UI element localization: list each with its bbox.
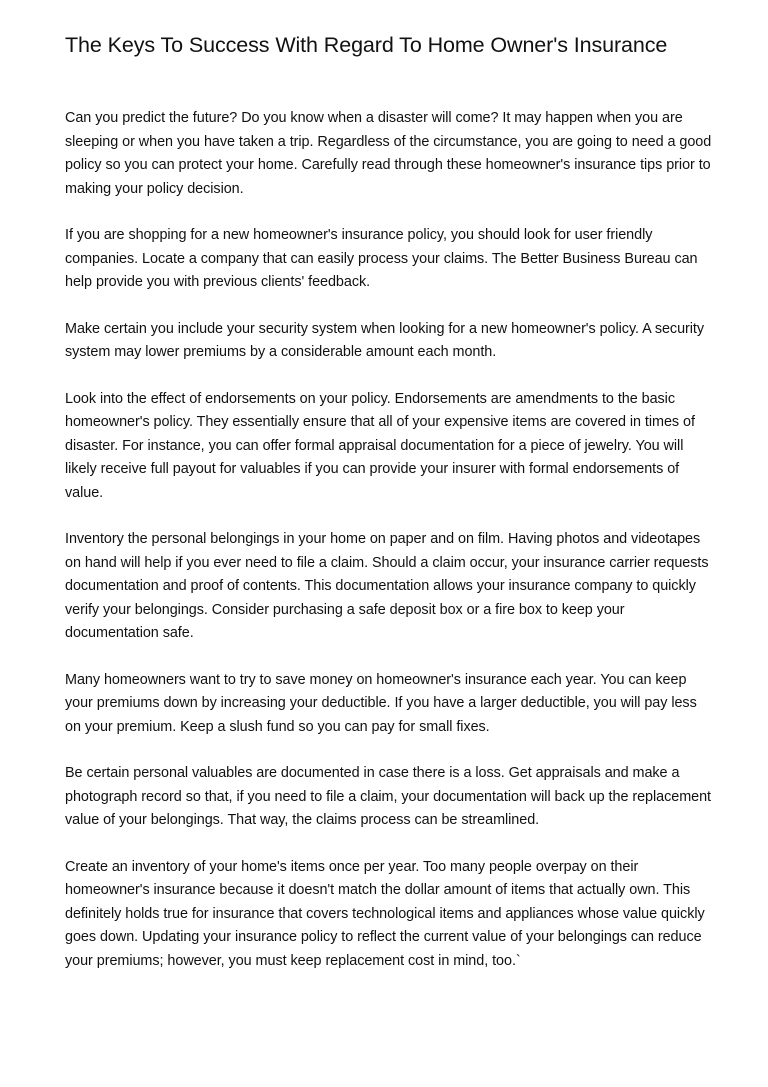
page-title: The Keys To Success With Regard To Home Owner's Insurance xyxy=(65,33,668,57)
paragraph-6: Many homeowners want to try to save money on homeowner's insurance each year. You can keep your premiums down by increasing your deductible. If you have a larger deductible, you will pay less on your premium. Keep a slush fund so you can pay for small fixes. xyxy=(65,671,697,735)
paragraph-2: If you are shopping for a new homeowner's insurance policy, you should look for user friendly companies. Locate a company that can easily process your claims. The Better Business Bureau can help provide you with previous clients' feedback. xyxy=(65,227,698,290)
paragraph-4: Look into the effect of endorsements on your policy. Endorsements are amendments to the basic homeowner's policy. They essentially ensure that all of your expensive items are covered in times of disaster. For instance, you can offer formal appraisal documentation for a piece of jewelry. You will likely receive full payout for valuables if you can provide your insurer with formal endorsements of value. xyxy=(65,390,695,501)
paragraph-5: Inventory the personal belongings in your home on paper and on film. Having photos and videotapes on hand will help if you ever need to file a claim. Should a claim occur, your insurance carrier requests documentation and proof of contents. This documentation allows your insurance company to quickly verify your belongings. Consider purchasing a safe deposit box or a fire box to keep your documentation safe. xyxy=(65,531,709,641)
paragraph-8: Create an inventory of your home's items once per year. Too many people overpay on their homeowner's insurance because it doesn't match the dollar amount of items that actually own. This definitely holds true for insurance that covers technological items and appliances whose value quickly goes down. Updating your insurance policy to reflect the current value of your belongings can reduce your premiums; however, you must keep replacement cost in mind, too.` xyxy=(65,858,705,969)
paragraph-1: Can you predict the future? Do you know when a disaster will come? It may happen when you are sleeping or when you have taken a trip. Regardless of the circumstance, you are going to need a good policy so you can protect your home. Carefully read through these homeowner's insurance tips prior to making your policy decision. xyxy=(65,110,712,197)
paragraph-7: Be certain personal valuables are documented in case there is a loss. Get appraisals and make a photograph record so that, if you need to file a claim, your documentation will back up the replacement value of your belongings. That way, the claims process can be streamlined. xyxy=(65,765,711,828)
paragraph-3: Make certain you include your security system when looking for a new homeowner's policy. A security system may lower premiums by a considerable amount each month. xyxy=(65,320,705,360)
document-body xyxy=(65,107,715,996)
